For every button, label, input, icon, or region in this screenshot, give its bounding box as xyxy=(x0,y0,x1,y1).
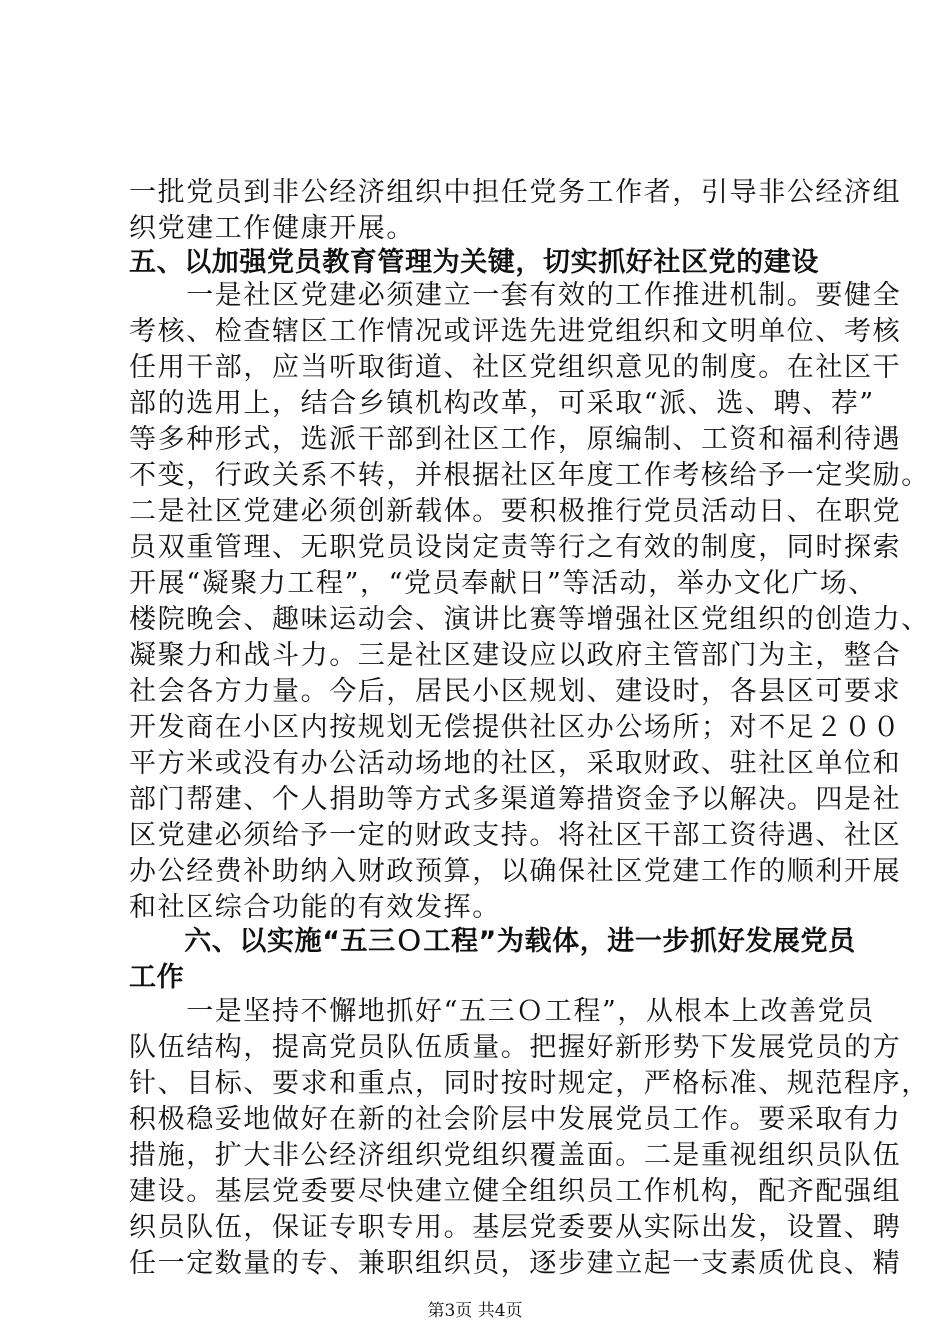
body-text-line: 建设。基层党委要尽快建立健全组织员工作机构，配齐配强组 xyxy=(129,1176,902,1207)
body-text-line: 织党建工作健康开展。 xyxy=(129,213,415,244)
body-text-line: 二是社区党建必须创新载体。要积极推行党员活动日、在职党 xyxy=(129,496,902,527)
body-text-line: 开发商在小区内按规划无偿提供社区办公场所；对不足２００ xyxy=(129,712,902,743)
body-text-line: 积极稳妥地做好在新的社会阶层中发展党员工作。要采取有力 xyxy=(129,1104,902,1135)
body-text-line: 任一定数量的专、兼职组织员，逐步建立起一支素质优良、精 xyxy=(129,1248,902,1279)
body-text-line: 部门帮建、个人捐助等方式多渠道筹措资金予以解决。四是社 xyxy=(129,784,902,815)
body-text-line: 部的选用上，结合乡镇机构改革，可采取“派、选、聘、荐” xyxy=(129,388,875,419)
body-text-line: 一批党员到非公经济组织中担任党务工作者，引导非公经济组 xyxy=(129,177,902,208)
body-text-line: 和社区综合功能的有效发挥。 xyxy=(129,892,501,923)
body-text-line: 任用干部，应当听取街道、社区党组织意见的制度。在社区干 xyxy=(129,352,902,383)
body-text-line: 办公经费补助纳入财政预算，以确保社区党建工作的顺利开展 xyxy=(129,856,902,887)
body-text-line: 一是坚持不懈地抓好“五三Ｏ工程”，从根本上改善党员 xyxy=(129,996,875,1027)
body-text-line: 员双重管理、无职党员设岗定责等行之有效的制度，同时探索 xyxy=(129,532,902,563)
body-text-line: 社会各方力量。今后，居民小区规划、建设时，各县区可要求 xyxy=(129,676,902,707)
section-heading: 五、以加强党员教育管理为关键，切实抓好社区党的建设 xyxy=(129,247,819,278)
body-text-line: 队伍结构，提高党员队伍质量。把握好新形势下发展党员的方 xyxy=(129,1032,902,1063)
body-text-line: 楼院晚会、趣味运动会、演讲比赛等增强社区党组织的创造力、 xyxy=(129,604,930,635)
body-text-line: 平方米或没有办公活动场地的社区，采取财政、驻社区单位和 xyxy=(129,748,902,779)
page-number-footer: 第3页 共4页 xyxy=(427,1301,523,1321)
body-text-line: 针、目标、要求和重点，同时按时规定，严格标准、规范程序， xyxy=(129,1068,930,1099)
body-text-line: 织员队伍，保证专职专用。基层党委要从实际出发，设置、聘 xyxy=(129,1212,902,1243)
section-heading: 六、以实施“五三Ｏ工程”为载体，进一步抓好发展党员 xyxy=(129,926,856,957)
body-text-line: 开展“凝聚力工程”，“党员奉献日”等活动，举办文化广场、 xyxy=(129,568,878,599)
body-text-line: 一是社区党建必须建立一套有效的工作推进机制。要健全 xyxy=(129,280,902,311)
body-text-line: 区党建必须给予一定的财政支持。将社区干部工资待遇、社区 xyxy=(129,820,902,851)
body-text-line: 措施，扩大非公经济组织党组织覆盖面。二是重视组织员队伍 xyxy=(129,1140,902,1171)
body-text-line: 考核、检查辖区工作情况或评选先进党组织和文明单位、考核 xyxy=(129,316,902,347)
section-heading: 工作 xyxy=(129,962,185,993)
body-text-line: 等多种形式，选派干部到社区工作，原编制、工资和福利待遇 xyxy=(129,424,902,455)
body-text-line: 不变，行政关系不转，并根据社区年度工作考核给予一定奖励。 xyxy=(129,460,930,491)
body-text-line: 凝聚力和战斗力。三是社区建设应以政府主管部门为主，整合 xyxy=(129,640,902,671)
